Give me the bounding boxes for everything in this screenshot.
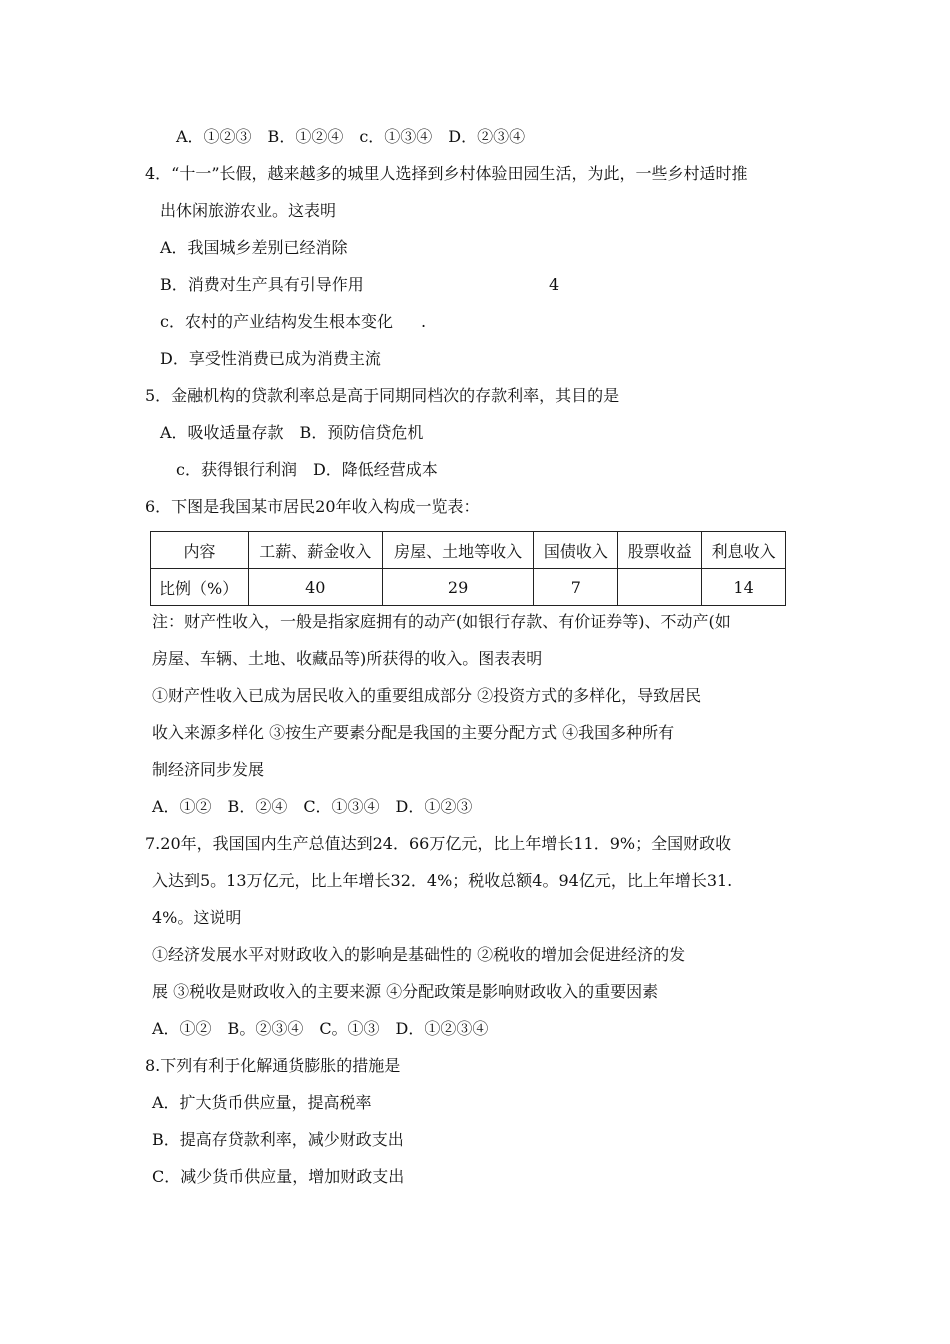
stray-number: 4	[549, 275, 560, 294]
q8-option-c: C．减少货币供应量，增加财政支出	[152, 1167, 405, 1186]
q7-statement-line1: ①经济发展水平对财政收入的影响是基础性的 ②税收的增加会促进经济的发	[152, 945, 686, 964]
q6-options: A．①② B．②④ C．①③④ D．①②③	[152, 797, 473, 816]
table-header-cell: 利息收入	[702, 532, 786, 569]
income-table	[150, 531, 786, 606]
q4-option-b: B．消费对生产具有引导作用	[160, 275, 364, 294]
stray-dot: .	[421, 312, 427, 331]
q6-statement-line2: 收入来源多样化 ③按生产要素分配是我国的主要分配方式 ④我国多种所有	[152, 723, 675, 742]
q4-option-a: A．我国城乡差别已经消除	[160, 238, 348, 257]
table-cell: 29	[382, 569, 534, 606]
q5-stem: 5．金融机构的贷款利率总是高于同期同档次的存款利率，其目的是	[145, 386, 620, 405]
q6-stem: 6．下图是我国某市居民20年收入构成一览表：	[145, 497, 480, 516]
table-cell	[618, 569, 702, 606]
table-header-cell: 内容	[151, 532, 249, 569]
q6-note-line2: 房屋、车辆、土地、收藏品等)所获得的收入。图表表明	[152, 649, 543, 668]
table-header-cell: 工薪、薪金收入	[248, 532, 382, 569]
q4-option-c: c．农村的产业结构发生根本变化	[160, 312, 393, 331]
q4-stem-line1: 4．“十一”长假，越来越多的城里人选择到乡村体验田园生活，为此，一些乡村适时推	[145, 164, 748, 183]
table-header-cell: 股票收益	[618, 532, 702, 569]
q7-stem-line1: 7.20年，我国国内生产总值达到24．66万亿元，比上年增长11．9%；全国财政收	[145, 834, 732, 853]
table-row	[151, 569, 786, 606]
q6-note-line1: 注：财产性收入，一般是指家庭拥有的动产(如银行存款、有价证券等)、不动产(如	[152, 612, 731, 631]
table-header-cell: 房屋、土地等收入	[382, 532, 534, 569]
q7-stem-line2: 入达到5。13万亿元，比上年增长32．4%；税收总额4。94亿元，比上年增长31.	[152, 871, 733, 890]
q7-options: A．①② B。②③④ C。①③ D．①②③④	[152, 1019, 489, 1038]
q3-options: A．①②③ B．①②④ c．①③④ D．②③④	[176, 127, 526, 146]
table-header-cell: 国债收入	[534, 532, 618, 569]
table-cell: 14	[702, 569, 786, 606]
table-cell: 7	[534, 569, 618, 606]
q8-stem: 8.下列有利于化解通货膨胀的措施是	[145, 1056, 401, 1075]
q8-option-b: B．提高存贷款利率，减少财政支出	[152, 1130, 404, 1149]
table-header-row	[151, 532, 786, 569]
q6-statement-line3: 制经济同步发展	[152, 760, 265, 779]
q5-options-cd: c．获得银行利润 D．降低经营成本	[176, 460, 438, 479]
q6-statement-line1: ①财产性收入已成为居民收入的重要组成部分 ②投资方式的多样化，导致居民	[152, 686, 702, 705]
q7-stem-line3: 4%。这说明	[152, 908, 242, 927]
q8-option-a: A．扩大货币供应量，提高税率	[152, 1093, 372, 1112]
q7-statement-line2: 展 ③税收是财政收入的主要来源 ④分配政策是影响财政收入的重要因素	[152, 982, 659, 1001]
table-cell: 40	[248, 569, 382, 606]
table-cell: 比例（%）	[151, 569, 249, 606]
q4-option-d: D．享受性消费已成为消费主流	[160, 349, 381, 368]
q4-stem-line2: 出休闲旅游农业。这表明	[160, 201, 337, 220]
q5-options-ab: A．吸收适量存款 B．预防信贷危机	[160, 423, 424, 442]
